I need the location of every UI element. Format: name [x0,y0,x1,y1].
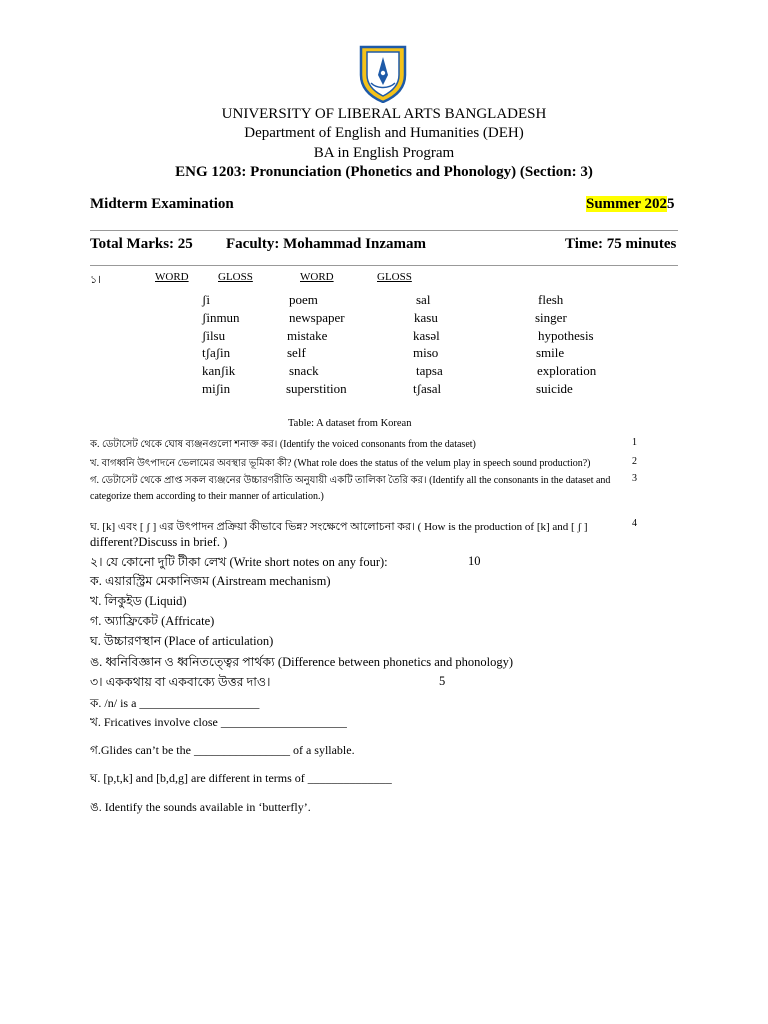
program-name: BA in English Program [313,145,455,161]
q1-part-d-marks: 4 [632,518,637,529]
term-rest: 5 [666,196,675,212]
q2-item: গ. অ্যাফ্রিকেট (Affricate) [90,614,215,628]
table-cell: mistake [287,328,328,343]
table-cell: exploration [537,363,597,378]
table-cell: newspaper [289,310,345,325]
table-cell: kanʃik [202,363,236,378]
table-cell: ʃinmun [202,310,240,325]
table-cell: tʃaʃin [202,345,231,360]
total-marks: Total Marks: 25 [90,236,193,252]
table-caption: Table: A dataset from Korean [288,418,412,429]
table-cell: suicide [536,381,573,396]
table-cell: sal [416,292,431,307]
column-header: GLOSS [377,271,412,283]
exam-term [586,196,674,213]
table-cell: miso [413,345,439,360]
table-cell: miʃin [202,381,231,396]
q2-item: ঘ. উচ্চারণস্থান (Place of articulation) [90,634,274,648]
q2-item: খ. লিকুইড (Liquid) [90,594,187,608]
q1-part-d-cont: different?Discuss in brief. ) [90,535,228,549]
exam-time: Time: 75 minutes [565,236,677,252]
q1-part-b: খ. বাগধ্বনি উৎপাদনে ভেলামের অবস্থার ভূমিকা কী? (What role does the status of the velum play in speech sound production?) [90,458,591,469]
university-name: UNIVERSITY OF LIBERAL ARTS BANGLADESH [221,106,547,122]
exam-title: Midterm Examination [90,196,234,212]
q2-item: ক. এয়ারস্ট্রিম মেকানিজম (Airstream mechanism) [90,574,331,588]
table-cell: ʃilsu [202,328,226,343]
q3-marks: 5 [439,674,446,688]
table-cell: tʃasal [413,381,442,396]
table-cell: flesh [538,292,564,307]
column-header: WORD [300,271,334,283]
q2-heading: ২। যে কোনো দুটি টীকা লেখ (Write short notes on any four): [90,555,388,569]
table-cell: ʃi [202,292,210,307]
table-cell: superstition [286,381,347,396]
q1-part-c-marks: 3 [632,473,637,484]
table-cell: self [287,345,306,360]
department-name: Department of English and Humanities (DEH) [244,125,524,141]
table-cell: kasu [414,310,438,325]
faculty-name: Faculty: Mohammad Inzamam [226,236,426,252]
table-cell: snack [289,363,319,378]
course-title: ENG 1203: Pronunciation (Phonetics and Phonology) (Section: 3) [175,164,593,180]
q3-heading: ৩। এককথায় বা একবাক্যে উত্তর দাও। [90,675,271,689]
q3-item: খ. Fricatives involve close _____________________ [90,715,347,729]
q3-item: ক. /n/ is a ____________________ [90,696,260,710]
q1-part-c-cont: categorize them according to their manner of articulation.) [90,491,324,502]
q2-item: ঙ. ধ্বনিবিজ্ঞান ও ধ্বনিতত্ত্বের পার্থক্য (Difference between phonetics and phonology) [90,655,514,669]
table-cell: smile [536,345,565,360]
divider-top [90,230,678,231]
q1-part-b-marks: 2 [632,456,637,467]
q3-item: ঘ. [p,t,k] and [b,d,g] are different in terms of ______________ [90,771,392,785]
university-logo [359,45,407,103]
q1-number: ১। [90,274,102,286]
table-cell: hypothesis [538,328,594,343]
q2-marks: 10 [468,554,481,568]
q1-part-d: ঘ. [k] এবং [ ʃ ] এর উৎপাদন প্রক্রিয়া কীভাবে ভিন্ন? সংক্ষেপে আলোচনা কর। ( How is the production of [k] and [ ʃ ] [90,521,588,533]
q1-part-a-marks: 1 [632,437,637,448]
column-header: GLOSS [218,271,253,283]
table-cell: singer [535,310,567,325]
term-highlight: Summer 202 [586,196,667,212]
q1-part-a: ক. ডেটাসেট থেকে ঘোষ ব্যঞ্জনগুলো শনাক্ত কর। (Identify the voiced consonants from the dataset) [90,439,476,450]
table-cell: kasəl [413,328,440,343]
table-cell: poem [289,292,318,307]
table-cell: tapsa [416,363,443,378]
column-header: WORD [155,271,189,283]
q3-item: গ.Glides can’t be the ________________ of a syllable. [90,743,355,757]
divider-bottom [90,265,678,266]
q3-item: ঙ. Identify the sounds available in ‘butterfly’. [90,800,311,814]
q1-part-c: গ. ডেটাসেট থেকে প্রাপ্ত সকল ব্যঞ্জনের উচ্চারণরীতি অনুযায়ী একটি তালিকা তৈরি কর। (Identify all the consonants in the dataset and [90,475,611,486]
